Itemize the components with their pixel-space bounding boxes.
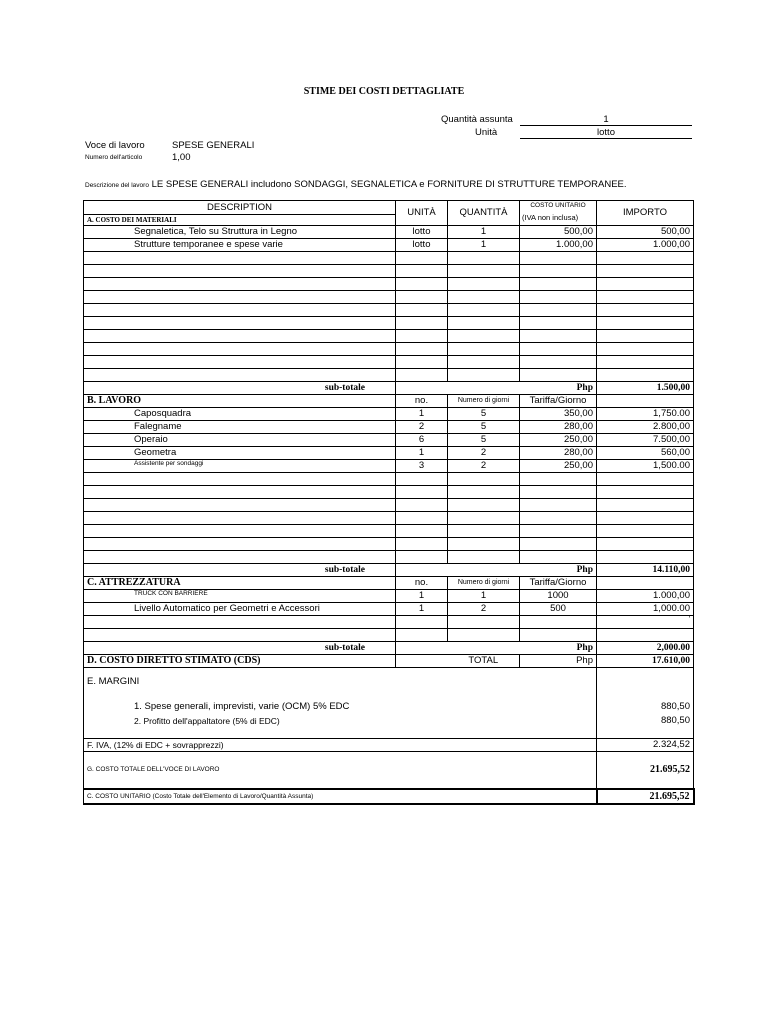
table-row	[84, 447, 694, 460]
row-days: 5	[448, 408, 520, 421]
row-description: Livello Automatico per Geometri e Accessori	[84, 603, 396, 616]
row-days: 5	[448, 434, 520, 447]
section-d-row	[84, 655, 694, 668]
empty-row	[84, 330, 694, 343]
empty-row	[84, 265, 694, 278]
empty-row	[84, 291, 694, 304]
row-amount: 500,00	[597, 226, 694, 239]
subtotal-currency: Php	[520, 564, 597, 577]
col-days-header: Numero di giorni	[448, 577, 520, 590]
empty-row	[84, 369, 694, 382]
table-row	[84, 239, 694, 252]
unit-value: lotto	[597, 127, 615, 138]
row-unit: lotto	[396, 226, 448, 239]
empty-row	[84, 538, 694, 551]
table-row	[84, 421, 694, 434]
subtotal-row-a	[84, 382, 694, 395]
unit-cost-label: C. COSTO UNITARIO (Costo Totale dell'Elemento di Lavoro/Quantità Assunta)	[84, 789, 597, 804]
table-row	[84, 603, 694, 616]
margin-value-2: 880,50	[660, 715, 690, 726]
row-rate: 280,00	[520, 447, 597, 460]
section-b-header-row	[84, 395, 694, 408]
empty-row	[84, 252, 694, 265]
row-amount: 2.800,00	[597, 421, 694, 434]
row-no: 1	[396, 447, 448, 460]
unit-underline	[520, 138, 692, 139]
empty-row	[84, 629, 694, 642]
quantity-value: 1	[603, 114, 609, 125]
empty-row	[84, 356, 694, 369]
section-f-row	[84, 739, 694, 752]
cost-table	[83, 200, 695, 805]
row-rate: 250,00	[520, 460, 597, 473]
subtotal-value: 14.110,00	[597, 564, 694, 577]
row-amount: 1,000.00	[597, 603, 694, 616]
description-label: Descrizione del lavoro	[85, 182, 149, 189]
empty-row	[84, 486, 694, 499]
row-days: 2	[448, 447, 520, 460]
section-g-row	[84, 752, 694, 790]
unit-cost-note: (IVA non inclusa)	[522, 213, 579, 222]
section-d-title: D. COSTO DIRETTO STIMATO (CDS)	[84, 655, 396, 668]
row-rate: 1000	[520, 590, 597, 603]
subtotal-label: sub-totale	[84, 564, 396, 577]
row-amount: 1.000,00	[597, 590, 694, 603]
total-value: 17.610,00	[597, 655, 694, 668]
row-unit: lotto	[396, 239, 448, 252]
description-value: LE SPESE GENERALI includono SONDAGGI, SEGNALETICA e FORNITURE DI STRUTTURE TEMPORANEE.	[151, 179, 627, 190]
row-rate: 280,00	[520, 421, 597, 434]
table-row	[84, 590, 694, 603]
row-description: Assistente per sondaggi	[84, 460, 396, 473]
work-item-value: SPESE GENERALI	[172, 140, 255, 151]
row-days: 5	[448, 421, 520, 434]
unit-label: Unità	[475, 127, 498, 138]
row-no: 6	[396, 434, 448, 447]
total-currency: Php	[520, 655, 597, 668]
subtotal-currency: Php	[520, 642, 597, 655]
row-description: Segnaletica, Telo su Struttura in Legno	[84, 226, 396, 239]
row-description: Caposquadra	[84, 408, 396, 421]
col-amount-header: IMPORTO	[597, 201, 694, 226]
row-quantity: 1	[448, 226, 520, 239]
empty-row	[84, 525, 694, 538]
row-no: 2	[396, 421, 448, 434]
row-rate: 500	[520, 603, 597, 616]
row-description: Falegname	[84, 421, 396, 434]
table-row	[84, 434, 694, 447]
row-unit-cost: 1.000,00	[520, 239, 597, 252]
subtotal-row-c	[84, 642, 694, 655]
section-a-title: A. COSTO DEI MATERIALI	[84, 215, 396, 226]
empty-row	[84, 512, 694, 525]
row-no: 3	[396, 460, 448, 473]
empty-row	[84, 317, 694, 330]
empty-row	[84, 473, 694, 486]
quantity-underline	[520, 125, 692, 126]
empty-row	[84, 616, 694, 629]
empty-row	[84, 278, 694, 291]
unit-cost-label: COSTO UNITARIO	[530, 202, 586, 209]
work-item-label: Voce di lavoro	[85, 140, 145, 151]
table-header-row	[84, 201, 694, 215]
row-days: 2	[448, 603, 520, 616]
subtotal-currency: Php	[520, 382, 597, 395]
total-label: TOTAL	[448, 655, 520, 668]
margin-line-2: 2. Profitto dell'appaltatore (5% di EDC)	[134, 716, 280, 726]
row-amount: 1,500.00	[597, 460, 694, 473]
col-unit-header: UNITÀ	[396, 201, 448, 226]
section-h-row	[84, 789, 694, 804]
empty-row	[84, 343, 694, 356]
item-number-label: Numero dell'articolo	[85, 154, 143, 161]
col-unit-cost-header	[520, 201, 597, 226]
description-line	[85, 179, 627, 190]
row-quantity: 1	[448, 239, 520, 252]
vat-label: F. IVA, (12% di EDC + sovrapprezzi)	[84, 739, 597, 752]
row-description: Operaio	[84, 434, 396, 447]
col-quantity-header: QUANTITÀ	[448, 201, 520, 226]
row-amount: 1,750.00	[597, 408, 694, 421]
col-description-header: DESCRIPTION	[84, 201, 396, 215]
row-days: 1	[448, 590, 520, 603]
section-b-title: B. LAVORO	[84, 395, 396, 408]
row-amount: 1.000,00	[597, 239, 694, 252]
row-no: 1	[396, 590, 448, 603]
section-e-values	[597, 668, 694, 739]
col-rate-header: Tariffa/Giorno	[520, 395, 597, 408]
row-amount: 560,00	[597, 447, 694, 460]
table-row	[84, 460, 694, 473]
table-row	[84, 408, 694, 421]
section-e-title: E. MARGINI	[87, 676, 140, 687]
margin-value-1: 880,50	[660, 701, 690, 712]
subtotal-row-b	[84, 564, 694, 577]
subtotal-value: 1.500,00	[597, 382, 694, 395]
section-e-content	[84, 668, 597, 739]
subtotal-label: sub-totale	[84, 642, 396, 655]
row-rate: 250,00	[520, 434, 597, 447]
cell-mark: '	[597, 616, 694, 629]
section-e-row	[84, 668, 694, 739]
section-c-title: C. ATTREZZATURA	[84, 577, 396, 590]
row-no: 1	[396, 408, 448, 421]
col-days-header: Numero di giorni	[448, 395, 520, 408]
margin-line-1: 1. Spese generali, imprevisti, varie (OCM) 5% EDC	[134, 701, 350, 712]
empty-row	[84, 304, 694, 317]
row-amount: 7.500,00	[597, 434, 694, 447]
page-title: STIME DEI COSTI DETTAGLIATE	[303, 86, 465, 97]
col-no-header: no.	[396, 577, 448, 590]
subtotal-value: 2,000.00	[597, 642, 694, 655]
col-rate-header: Tariffa/Giorno	[520, 577, 597, 590]
vat-value: 2.324,52	[597, 739, 694, 752]
row-description: TRUCK CON BARRIERE	[84, 590, 396, 603]
total-cost-value: 21.695,52	[597, 752, 694, 790]
col-no-header: no.	[396, 395, 448, 408]
row-no: 1	[396, 603, 448, 616]
quantity-label: Quantità assunta	[441, 114, 513, 125]
unit-cost-value: 21.695,52	[597, 789, 694, 804]
empty-row	[84, 499, 694, 512]
subtotal-label: sub-totale	[84, 382, 396, 395]
row-days: 2	[448, 460, 520, 473]
row-description: Geometra	[84, 447, 396, 460]
row-unit-cost: 500,00	[520, 226, 597, 239]
row-description: Strutture temporanee e spese varie	[84, 239, 396, 252]
section-c-header-row	[84, 577, 694, 590]
table-row	[84, 226, 694, 239]
empty-row	[84, 551, 694, 564]
total-cost-label: G. COSTO TOTALE DELL'VOCE DI LAVORO	[84, 752, 597, 790]
item-number-value: 1,00	[172, 152, 191, 163]
row-rate: 350,00	[520, 408, 597, 421]
